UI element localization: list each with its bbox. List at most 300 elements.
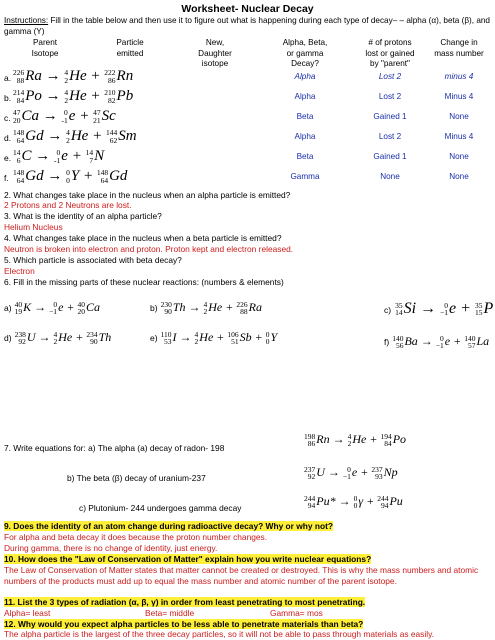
nuclide-numbers	[436, 335, 444, 350]
element-symbol: La	[476, 334, 490, 348]
row-label: f.	[4, 173, 9, 183]
element-symbol: Th	[98, 330, 112, 344]
nuclide-numbers	[354, 495, 358, 510]
q7-eq-c: 244 94 Pu* → 0 0 γ + 244 94 Pu	[304, 493, 403, 511]
element-symbol: He	[70, 128, 89, 144]
table-row	[0, 68, 495, 89]
nuclide-numbers	[13, 129, 24, 144]
mass-number: 244	[377, 493, 389, 503]
atomic-number: 82	[108, 95, 116, 105]
header-mass	[425, 38, 493, 59]
mass-number: 144	[105, 128, 118, 138]
atomic-number: −1	[435, 341, 444, 351]
table-row	[0, 148, 495, 169]
arrow-icon: →	[47, 168, 63, 184]
nuclide-numbers	[15, 301, 23, 316]
reaction-b: b) 230 90 Th → 4 2 He + 226 88 Ra	[150, 299, 262, 317]
element-symbol: Gd	[109, 168, 128, 184]
header-decay-l3: Decay?	[291, 59, 319, 68]
answer-11b: Beta= middle	[145, 608, 195, 618]
reaction-a: a) 40 19 K → 0 −1 e + 40 20 Ca	[4, 299, 101, 317]
mass-number: 0	[347, 464, 351, 474]
nuclide-numbers	[377, 495, 388, 510]
element-symbol: He	[352, 432, 367, 446]
element-symbol: Po	[25, 88, 42, 104]
element-symbol: Si	[403, 300, 417, 317]
answer-5: Electron	[4, 266, 35, 276]
row-label: c.	[4, 113, 11, 123]
nuclide-numbers	[392, 335, 403, 350]
mass-number: 230	[160, 299, 172, 309]
arrow-icon: →	[34, 300, 47, 314]
nuclide-numbers	[227, 331, 238, 346]
element-symbol: Gd	[25, 168, 44, 184]
atomic-number: 21	[93, 115, 101, 125]
mass-number: 14	[13, 148, 21, 158]
mass-number: 4	[66, 128, 70, 138]
mass-number: 4	[64, 68, 69, 78]
arrow-icon: →	[35, 148, 51, 164]
q10-highlight: 10. How does the "Law of Conservation of Matter" explain how you write nuclear equations?	[4, 554, 372, 564]
reaction-label: a)	[4, 303, 12, 313]
arrow-icon: →	[47, 128, 63, 144]
nuclide-numbers	[266, 331, 270, 346]
reaction-label: d)	[4, 333, 12, 343]
protons-cell: Lost 2	[378, 132, 402, 141]
table-row	[0, 168, 495, 189]
decay-type-cell: Alpha	[294, 72, 316, 81]
mass-number: 40	[77, 299, 85, 309]
element-symbol: He	[69, 88, 87, 104]
atomic-number: 94	[307, 501, 316, 511]
q7-eq-b: 237 92 U → 0 −1 e + 237 93 Np	[304, 464, 398, 482]
arrow-icon: →	[188, 300, 201, 314]
protons-cell: Lost 2	[378, 92, 402, 101]
mass-number: 110	[160, 329, 172, 339]
atomic-number: 57	[467, 341, 476, 351]
q9-highlight: 9. Does the identity of an atom change during radioactive decay? Why or why not?	[4, 521, 334, 531]
atomic-number: -1	[54, 155, 61, 165]
nuclide-numbers	[97, 169, 108, 184]
atomic-number: 2	[203, 307, 208, 317]
element-symbol: e	[351, 465, 358, 479]
mass-change-cell: minus 4	[444, 72, 474, 81]
atomic-number: 20	[13, 115, 21, 125]
question-4: 4. What changes take place in the nucleus when a beta particle is emitted?	[4, 233, 282, 243]
atomic-number: 0	[265, 337, 270, 347]
reaction-label: c)	[384, 305, 392, 315]
arrow-icon: →	[179, 330, 192, 344]
atomic-number: 2	[64, 75, 69, 85]
instructions-text: Fill in the table below and then use it to figure out what is happening during each type of decay– – alpha (α), beta (β), and gamma (Y)	[4, 16, 490, 36]
question-6: 6. Fill in the missing parts of these nuclear reactions: (numbers & elements)	[4, 277, 284, 287]
nuclide-numbers	[304, 466, 315, 481]
mass-number: 148	[96, 168, 109, 178]
mass-number: 0	[56, 148, 61, 158]
atomic-number: 86	[307, 439, 316, 449]
nuclide-numbers	[204, 301, 208, 316]
header-mass-l1: Change in	[440, 38, 478, 47]
atomic-number: 88	[240, 307, 248, 317]
header-protons-l1: # of protons	[368, 38, 412, 47]
header-daughter-l2: Daughter	[198, 48, 232, 58]
element-symbol: e	[61, 148, 68, 164]
instructions-label: Instructions:	[4, 16, 49, 25]
element-symbol: He	[199, 330, 214, 344]
element-symbol: Rn	[116, 68, 134, 84]
protons-cell: Lost 2	[378, 72, 402, 81]
nuclide-numbers	[161, 331, 172, 346]
mass-number: 0	[53, 299, 58, 309]
header-daughter-l3: isotope	[201, 59, 229, 68]
header-parent-l2: Isotope	[31, 48, 59, 58]
header-daughter-l1: New,	[205, 38, 225, 47]
row-label: a.	[4, 73, 12, 83]
atomic-number: 90	[90, 337, 98, 347]
reaction-e: e) 110 53 I → 4 2 He + 106 51 Sb + 0 0 Y	[150, 329, 278, 347]
answer-11a: Alpha= least	[4, 608, 51, 618]
question-5: 5. Which particle is associated with beta decay?	[4, 255, 182, 265]
answer-11c: Gamma= mos	[270, 608, 323, 618]
atomic-number: 93	[375, 472, 383, 482]
atomic-number: 84	[16, 95, 25, 105]
question-2: 2. What changes take place in the nucleus when an alpha particle is emitted?	[4, 190, 291, 200]
element-symbol: Gd	[25, 128, 44, 144]
element-symbol: Np	[383, 465, 398, 479]
atomic-number: 0	[353, 501, 358, 511]
arrow-icon: →	[338, 494, 351, 508]
table-row	[0, 88, 495, 109]
nuclide-numbers	[54, 149, 60, 164]
mass-change-cell: None	[449, 172, 469, 181]
element-symbol: C	[21, 148, 32, 164]
header-particle-l1: Particle	[116, 38, 144, 47]
mass-number: 214	[13, 88, 25, 98]
reaction-label: b)	[150, 303, 158, 313]
row-label: d.	[4, 133, 12, 143]
element-symbol: Ca	[21, 108, 40, 124]
nuclide-numbers	[66, 129, 70, 144]
nuclide-numbers	[348, 433, 352, 448]
nuclide-numbers	[304, 495, 315, 510]
nuclide-numbers	[475, 302, 483, 317]
row-label: b.	[4, 93, 12, 103]
mass-number: 4	[194, 329, 199, 339]
nuclide-numbers	[53, 331, 57, 346]
nuclide-numbers	[64, 89, 68, 104]
mass-number: 4	[347, 431, 352, 441]
mass-number: 210	[104, 88, 116, 98]
protons-cell: Gained 1	[373, 152, 407, 161]
mass-number: 194	[380, 431, 392, 441]
question-10	[4, 554, 371, 565]
atomic-number: 64	[100, 175, 109, 185]
atomic-number: 53	[164, 337, 172, 347]
atomic-number: 88	[16, 75, 25, 85]
question-7b: b) The beta (β) decay of uranium-237	[67, 473, 206, 483]
atomic-number: 90	[164, 307, 172, 317]
atomic-number: 92	[18, 337, 26, 347]
reaction-d: d) 238 92 U → 4 2 He + 234 90 Th	[4, 329, 112, 347]
element-symbol: Y	[270, 330, 278, 344]
decay-type-cell: Gamma	[290, 172, 320, 181]
nuclide-numbers	[464, 335, 475, 350]
answer-9b: During gamma, there is no change of identity, just energy.	[4, 543, 218, 553]
q12-highlight: 12. Why would you expect alpha particles to be less able to penetrate materials than beta?	[4, 619, 364, 629]
question-12	[4, 619, 363, 630]
decay-type-cell: Alpha	[294, 92, 316, 101]
mass-number: 198	[304, 431, 316, 441]
row-equation: 47 20 Ca → 0 -1 e + 47 21 Sc	[13, 108, 116, 125]
mass-number: 47	[13, 108, 21, 118]
mass-number: 0	[265, 329, 270, 339]
atomic-number: −1	[440, 308, 449, 318]
reaction-f: f) 140 56 Ba → 0 −1 e + 140 57 La	[384, 333, 490, 351]
decay-type-cell: Beta	[296, 112, 314, 121]
question-11	[4, 597, 365, 608]
atomic-number: −1	[49, 307, 58, 317]
mass-number: 4	[53, 329, 58, 339]
nuclide-numbers	[371, 466, 382, 481]
decay-type-cell: Beta	[296, 152, 314, 161]
arrow-icon: →	[420, 334, 433, 348]
q11-highlight: 11. List the 3 types of radiation (α, β, γ) in order from least penetrating to most penetrating.	[4, 597, 366, 607]
element-symbol: He	[69, 68, 87, 84]
header-daughter	[180, 38, 250, 70]
element-symbol: N	[94, 148, 105, 164]
mass-number: 234	[86, 329, 98, 339]
nuclide-numbers	[106, 129, 117, 144]
row-equation: 214 84 Po → 4 2 He + 210 82 Pb	[13, 88, 134, 105]
answer-10: The Law of Conservation of Matter states that matter cannot be created or destroyed. This is why the mass numbers and atomic numbers of the products must add up to equal the mass number and atomic number of the parent isotope.	[4, 565, 479, 586]
arrow-icon: →	[332, 432, 345, 446]
atomic-number: 2	[64, 95, 69, 105]
atomic-number: 84	[384, 439, 392, 449]
element-symbol: e	[444, 334, 451, 348]
q7-eq-a: 198 86 Rn → 4 2 He + 194 84 Po	[304, 431, 407, 449]
atomic-number: 64	[16, 175, 25, 185]
mass-number: 237	[304, 464, 316, 474]
element-symbol: U	[316, 465, 325, 479]
nuclide-numbers	[195, 331, 199, 346]
mass-number: 47	[93, 108, 101, 118]
arrow-icon: →	[45, 68, 61, 84]
table-row	[0, 128, 495, 149]
mass-number: 140	[392, 333, 404, 343]
header-mass-l2: mass number	[434, 48, 484, 58]
nuclide-numbers	[104, 89, 115, 104]
atomic-number: 51	[231, 337, 239, 347]
nuclide-numbers	[161, 301, 172, 316]
answer-12: The alpha particle is the largest of the three decay particles, so it will not be able to pass through materials as easily.	[4, 629, 434, 639]
nuclide-numbers	[13, 89, 24, 104]
element-symbol: He	[208, 300, 223, 314]
header-parent	[10, 38, 80, 59]
atomic-number: 14	[395, 308, 403, 318]
nuclide-numbers	[86, 331, 97, 346]
question-3: 3. What is the identity of an alpha particle?	[4, 211, 162, 221]
reaction-label: f)	[384, 337, 390, 347]
reaction-label: e)	[150, 333, 158, 343]
mass-change-cell: Minus 4	[444, 92, 474, 101]
element-symbol: Pu*	[316, 494, 336, 508]
nuclide-numbers	[13, 169, 24, 184]
nuclide-numbers	[13, 69, 24, 84]
atomic-number: −1	[342, 472, 351, 482]
mass-number: 244	[304, 493, 316, 503]
element-symbol: Pb	[116, 88, 134, 104]
atomic-number: 62	[109, 135, 118, 145]
element-symbol: Ra	[25, 68, 42, 84]
arrow-icon: →	[38, 330, 51, 344]
mass-number: 106	[227, 329, 239, 339]
element-symbol: Rn	[316, 432, 330, 446]
mass-number: 4	[203, 299, 208, 309]
nuclide-numbers	[13, 149, 21, 164]
mass-number: 0	[64, 108, 68, 118]
question-9	[4, 521, 333, 532]
element-symbol: Th	[172, 300, 186, 314]
arrow-icon: →	[327, 465, 340, 479]
row-equation: 148 64 Gd → 4 2 He + 144 62 Sm	[13, 128, 137, 145]
atomic-number: 86	[108, 75, 116, 85]
nuclide-numbers	[380, 433, 391, 448]
atomic-number: 92	[307, 472, 316, 482]
mass-number: 0	[353, 493, 358, 503]
element-symbol: Sm	[118, 128, 137, 144]
nuclide-numbers	[15, 331, 26, 346]
question-7c: c) Plutonium- 244 undergoes gamma decay	[79, 503, 242, 513]
nuclide-numbers	[440, 302, 448, 317]
header-particle	[95, 38, 165, 59]
answer-2: 2 Protons and 2 Neutrons are lost.	[4, 200, 132, 210]
element-symbol: e	[68, 108, 76, 124]
element-symbol: e	[58, 300, 64, 314]
nuclide-numbers	[395, 302, 403, 317]
nuclide-numbers	[64, 69, 68, 84]
header-particle-l2: emitted	[116, 48, 144, 58]
atomic-number: 94	[380, 501, 389, 511]
table-row	[0, 108, 495, 129]
element-symbol: P	[483, 300, 494, 317]
mass-number: 222	[104, 68, 116, 78]
arrow-icon: →	[42, 108, 58, 124]
header-protons-l2: lost or gained	[365, 48, 415, 58]
element-symbol: U	[26, 330, 36, 344]
element-symbol: He	[58, 330, 73, 344]
mass-number: 40	[14, 299, 23, 309]
element-symbol: Pu	[389, 494, 403, 508]
header-protons	[350, 38, 430, 70]
header-decay-l1: Alpha, Beta,	[282, 38, 328, 47]
decay-type-cell: Alpha	[294, 132, 316, 141]
mass-number: 0	[444, 300, 449, 310]
question-7a: 7. Write equations for: a) The alpha (a) decay of radon- 198	[4, 443, 225, 453]
atomic-number: -1	[61, 115, 68, 125]
row-label: e.	[4, 153, 12, 163]
mass-number: 35	[474, 300, 483, 310]
nuclide-numbers	[343, 466, 351, 481]
header-protons-l3: by "parent"	[370, 59, 410, 68]
mass-number: 14	[85, 148, 94, 158]
nuclide-numbers	[86, 149, 94, 164]
answer-9a: For alpha and beta decay it does because the proton number changes.	[4, 532, 268, 542]
mass-number: 148	[13, 128, 25, 138]
element-symbol: γ	[358, 494, 364, 508]
atomic-number: 7	[89, 155, 94, 165]
page-title: Worksheet- Nuclear Decay	[181, 3, 314, 15]
nuclide-numbers	[104, 69, 115, 84]
element-symbol: Y	[70, 168, 80, 184]
element-symbol: Ca	[86, 300, 101, 314]
nuclide-numbers	[13, 109, 21, 124]
nuclide-numbers	[93, 109, 101, 124]
mass-number: 226	[13, 68, 25, 78]
mass-number: 4	[64, 88, 69, 98]
mass-change-cell: Minus 4	[444, 132, 474, 141]
element-symbol: Po	[392, 432, 407, 446]
answer-3: Helium Nucleus	[4, 222, 63, 232]
mass-number: 0	[66, 168, 70, 178]
mass-number: 140	[464, 333, 476, 343]
header-decay-l2: or gamma	[286, 48, 324, 58]
row-equation: 226 88 Ra → 4 2 He + 222 86 Rn	[13, 68, 134, 85]
arrow-icon: →	[45, 88, 61, 104]
row-equation: 148 64 Gd → 0 0 Y + 148 64 Gd	[13, 168, 128, 185]
atomic-number: 6	[16, 155, 21, 165]
atomic-number: 2	[53, 337, 58, 347]
nuclide-numbers	[62, 109, 68, 124]
header-parent-l1: Parent	[32, 38, 58, 47]
row-equation: 14 6 C → 0 -1 e + 14 7 N	[13, 148, 105, 165]
mass-change-cell: None	[449, 152, 469, 161]
mass-number: 35	[395, 300, 403, 310]
atomic-number: 19	[14, 307, 23, 317]
mass-number: 148	[13, 168, 25, 178]
atomic-number: 2	[347, 439, 352, 449]
instructions	[4, 16, 492, 37]
nuclide-numbers	[66, 169, 70, 184]
arrow-icon: →	[420, 300, 437, 317]
atomic-number: 20	[77, 307, 85, 317]
element-symbol: K	[23, 300, 32, 314]
mass-number: 237	[371, 464, 383, 474]
element-symbol: e	[449, 300, 457, 317]
element-symbol: Sc	[101, 108, 116, 124]
atomic-number: 56	[395, 341, 404, 351]
nuclide-numbers	[49, 301, 57, 316]
atomic-number: 15	[474, 308, 483, 318]
element-symbol: Sb	[239, 330, 252, 344]
header-decay	[265, 38, 345, 70]
atomic-number: 2	[194, 337, 199, 347]
answer-4: Neutron is broken into electron and proton. Proton kept and electron released.	[4, 244, 294, 254]
mass-number: 238	[14, 329, 26, 339]
mass-number: 226	[236, 299, 248, 309]
nuclide-numbers	[78, 301, 86, 316]
reaction-c: c) 35 14 Si → 0 −1 e + 35 15 P	[384, 300, 494, 318]
protons-cell: Gained 1	[373, 112, 407, 121]
element-symbol: Ra	[248, 300, 262, 314]
mass-number: 0	[440, 333, 444, 343]
element-symbol: Ba	[404, 334, 418, 348]
atomic-number: 0	[66, 175, 70, 185]
element-symbol: I	[172, 330, 177, 344]
nuclide-numbers	[304, 433, 315, 448]
mass-change-cell: None	[449, 112, 469, 121]
nuclide-numbers	[236, 301, 247, 316]
protons-cell: None	[380, 172, 400, 181]
